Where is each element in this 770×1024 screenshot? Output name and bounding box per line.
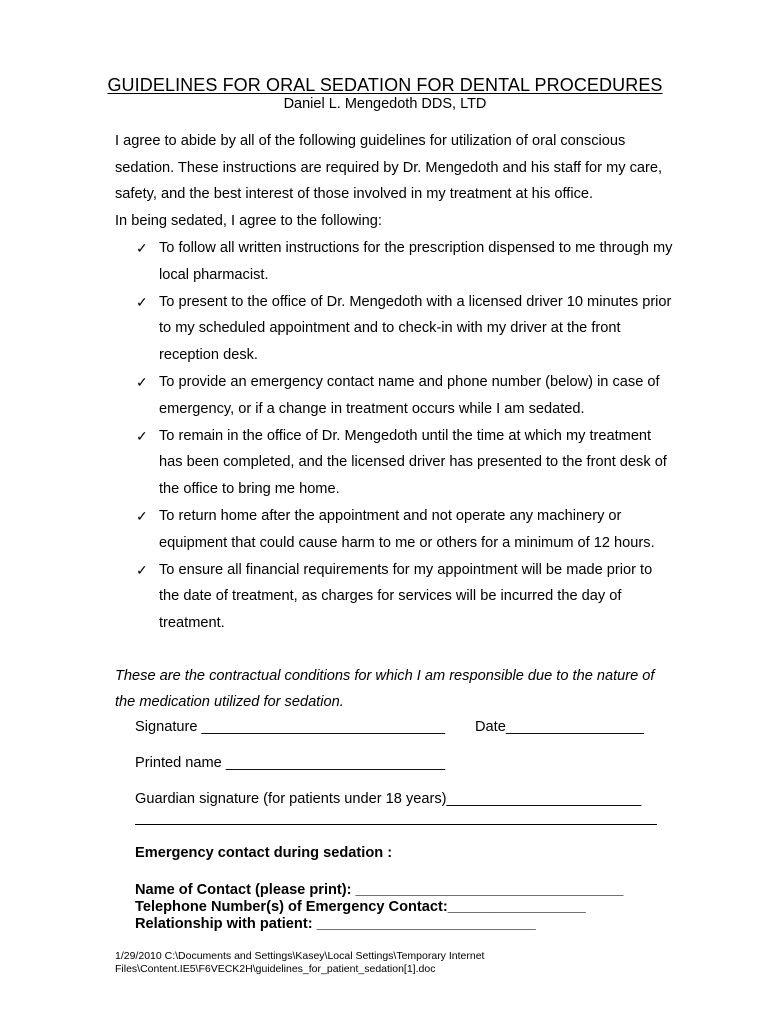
- guideline-text: To present to the office of Dr. Mengedoth with a licensed driver 10 minutes prior to my scheduled appointment and to check-in with my driver at the front reception desk.: [159, 293, 672, 364]
- conditions-statement: These are the contractual conditions for which I am responsible due to the nature of the medication utilized for sedation.: [115, 668, 655, 710]
- guardian-signature-line[interactable]: Guardian signature (for patients under 18 years)________________________: [135, 791, 642, 807]
- guideline-item: [136, 369, 676, 423]
- document-title: GUIDELINES FOR ORAL SEDATION FOR DENTAL PROCEDURES: [107, 75, 663, 95]
- guideline-item: [136, 289, 676, 369]
- check-icon: ✓: [136, 293, 148, 310]
- guardian-signature-extra-line: [135, 824, 657, 825]
- guideline-text: To ensure all financial requirements for my appointment will be made prior to the date of treatment, as charges for services will be incurred the day of treatment.: [159, 561, 653, 632]
- relationship-line[interactable]: Relationship with patient: ___________________________: [135, 916, 536, 932]
- emergency-contact-heading: Emergency contact during sedation :: [135, 845, 393, 861]
- footer-line: 1/29/2010 C:\Documents and Settings\Kasey\Local Settings\Temporary Internet: [115, 950, 485, 962]
- guideline-item: [136, 235, 676, 289]
- guideline-text: To remain in the office of Dr. Mengedoth until the time at which my treatment has been completed, and the licensed driver has presented to the front desk of the office to bring me home.: [159, 427, 667, 498]
- guidelines-list: [136, 235, 676, 637]
- guideline-text: To provide an emergency contact name and phone number (below) in case of emergency, or if a change in treatment occurs while I am sedated.: [159, 373, 660, 417]
- check-icon: ✓: [136, 561, 148, 578]
- signature-line[interactable]: Signature ______________________________: [135, 719, 446, 735]
- contact-name-line[interactable]: Name of Contact (please print): _________________________________: [135, 882, 624, 898]
- document-subtitle: Daniel L. Mengedoth DDS, LTD: [283, 96, 487, 112]
- guideline-item: [136, 503, 676, 557]
- telephone-line[interactable]: Telephone Number(s) of Emergency Contact:_________________: [135, 899, 586, 915]
- guideline-text: To follow all written instructions for the prescription dispensed to me through my local pharmacist.: [159, 240, 673, 283]
- check-icon: ✓: [136, 373, 148, 390]
- check-icon: ✓: [136, 427, 148, 444]
- check-icon: ✓: [136, 507, 148, 524]
- guideline-item: [136, 423, 676, 503]
- intro-lead: In being sedated, I agree to the following:: [115, 212, 382, 229]
- guideline-text: To return home after the appointment and not operate any machinery or equipment that could cause harm to me or others for a minimum of 12 hours.: [159, 507, 655, 551]
- guideline-item: [136, 557, 676, 637]
- check-icon: ✓: [136, 240, 148, 256]
- intro-paragraph: [115, 128, 675, 234]
- document-footer: [115, 950, 635, 976]
- intro-text: I agree to abide by all of the following guidelines for utilization of oral conscious sedation. These instructions are required by Dr. Mengedoth and his staff for my care, safety, and the best interest of those involved in my treatment at his office.: [115, 133, 663, 203]
- date-line[interactable]: Date_________________: [475, 719, 644, 735]
- footer-line: Files\Content.IE5\F6VECK2H\guidelines_for_patient_sedation[1].doc: [115, 963, 436, 975]
- printed-name-line[interactable]: Printed name ___________________________: [135, 755, 445, 771]
